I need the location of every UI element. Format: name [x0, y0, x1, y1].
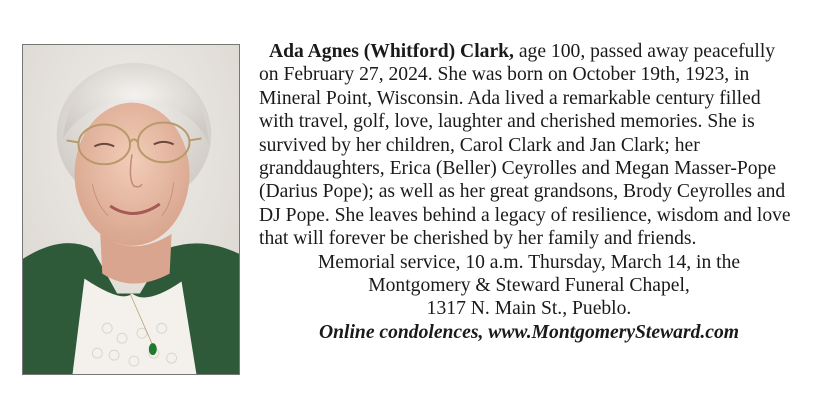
service-line-1: Memorial service, 10 a.m. Thursday, March 14, in the [317, 251, 741, 273]
service-line-2: Montgomery & Steward Funeral Chapel, [368, 275, 690, 297]
service-line-3: 1317 N. Main St., Pueblo. [426, 298, 632, 320]
portrait-photo [22, 44, 240, 375]
deceased-name: Ada Agnes (Whitford) Clark, [269, 41, 514, 62]
obituary-paragraph [259, 40, 799, 251]
obituary-body: age 100, passed away peacefully on February 27, 2024. She was born on October 19th, 1923, in Mineral Point, Wisconsin. Ada lived a remarkable century filled with travel, golf, love, laughter and cherished memories. She is survived by her children, Carol Clark and Jan Clark; her granddaughters, Erica (Beller) Ceyrolles and Megan Masser-Pope (Darius Pope); as well as her great grandsons, Brody Ceyrolles and DJ Pope. She leaves behind a legacy of resilience, wisdom and love that will forever be cherished by her family and friends. [259, 41, 791, 250]
portrait-illustration [23, 45, 239, 374]
online-condolences: Online condolences, www.MontgomerySteward.com [318, 321, 739, 343]
obituary-text [259, 40, 799, 344]
memorial-service-info [259, 251, 799, 321]
